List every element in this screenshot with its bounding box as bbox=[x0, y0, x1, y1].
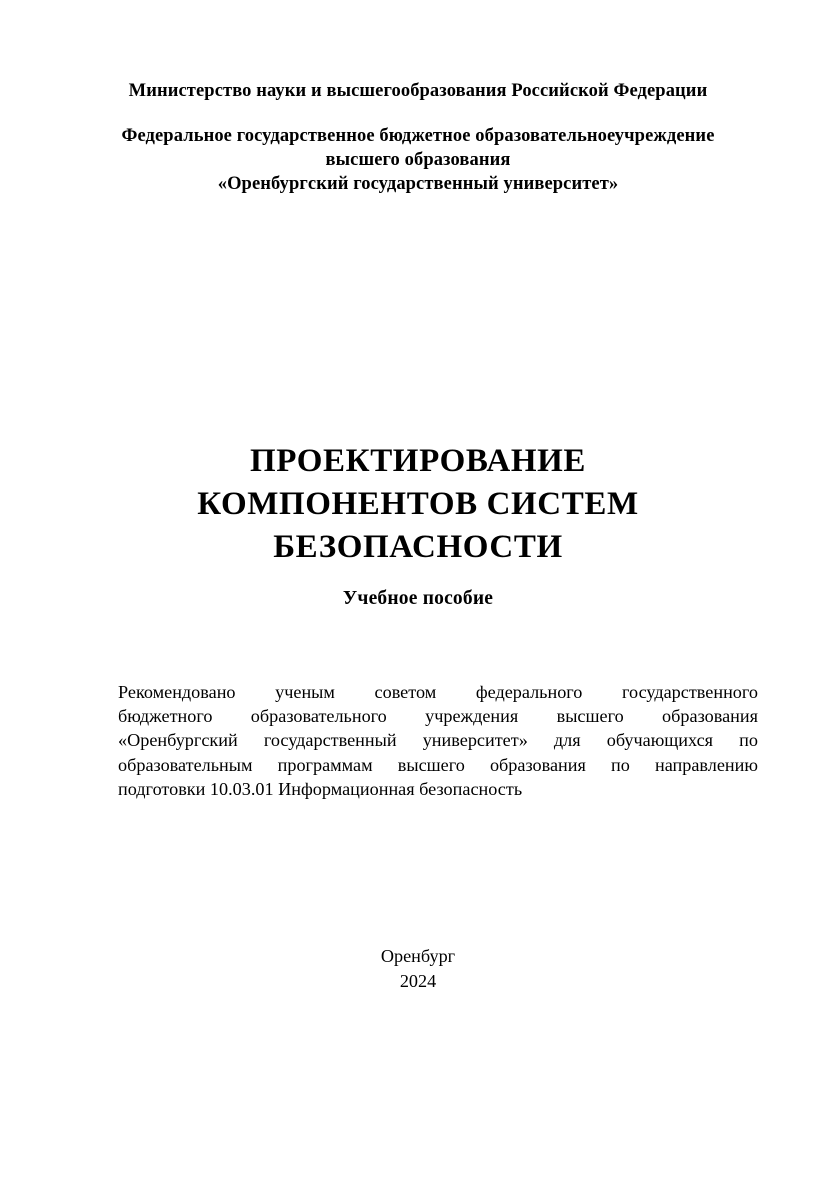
document-title-line-1: ПРОЕКТИРОВАНИЕ bbox=[249, 443, 587, 480]
recommendation-line-4: образовательным программам высшего образования по направлению bbox=[118, 754, 758, 775]
document-title-line-3: БЕЗОПАСНОСТИ bbox=[273, 529, 563, 566]
institution-line-3: «Оренбургский государственный университет» bbox=[217, 174, 619, 194]
institution-line-1: Федеральное государственное бюджетное образовательноеучреждение bbox=[121, 126, 715, 146]
recommendation-line-3: «Оренбургский государственный университет» для обучающихся по bbox=[118, 730, 758, 751]
recommendation-line-2: бюджетного образовательного учреждения высшего образования bbox=[118, 706, 758, 727]
document-title-line-2: КОМПОНЕНТОВ СИСТЕМ bbox=[197, 486, 639, 523]
imprint-city: Оренбург bbox=[380, 946, 456, 966]
document-title bbox=[0, 440, 836, 569]
recommendation-line-5: подготовки 10.03.01 Информационная безопасность bbox=[118, 778, 523, 799]
recommendation-line-1: Рекомендовано ученым советом федерального государственного bbox=[118, 682, 758, 702]
document-subtitle: Учебное пособие bbox=[342, 588, 494, 609]
institution-line-2: высшего образования bbox=[325, 150, 511, 170]
ministry-line: Министерство науки и высшегообразования Российской Федерации bbox=[128, 81, 708, 101]
imprint-year: 2024 bbox=[399, 971, 437, 991]
imprint bbox=[0, 944, 836, 994]
masthead bbox=[0, 78, 836, 196]
institution-block bbox=[0, 124, 836, 196]
recommendation-paragraph bbox=[118, 680, 758, 801]
